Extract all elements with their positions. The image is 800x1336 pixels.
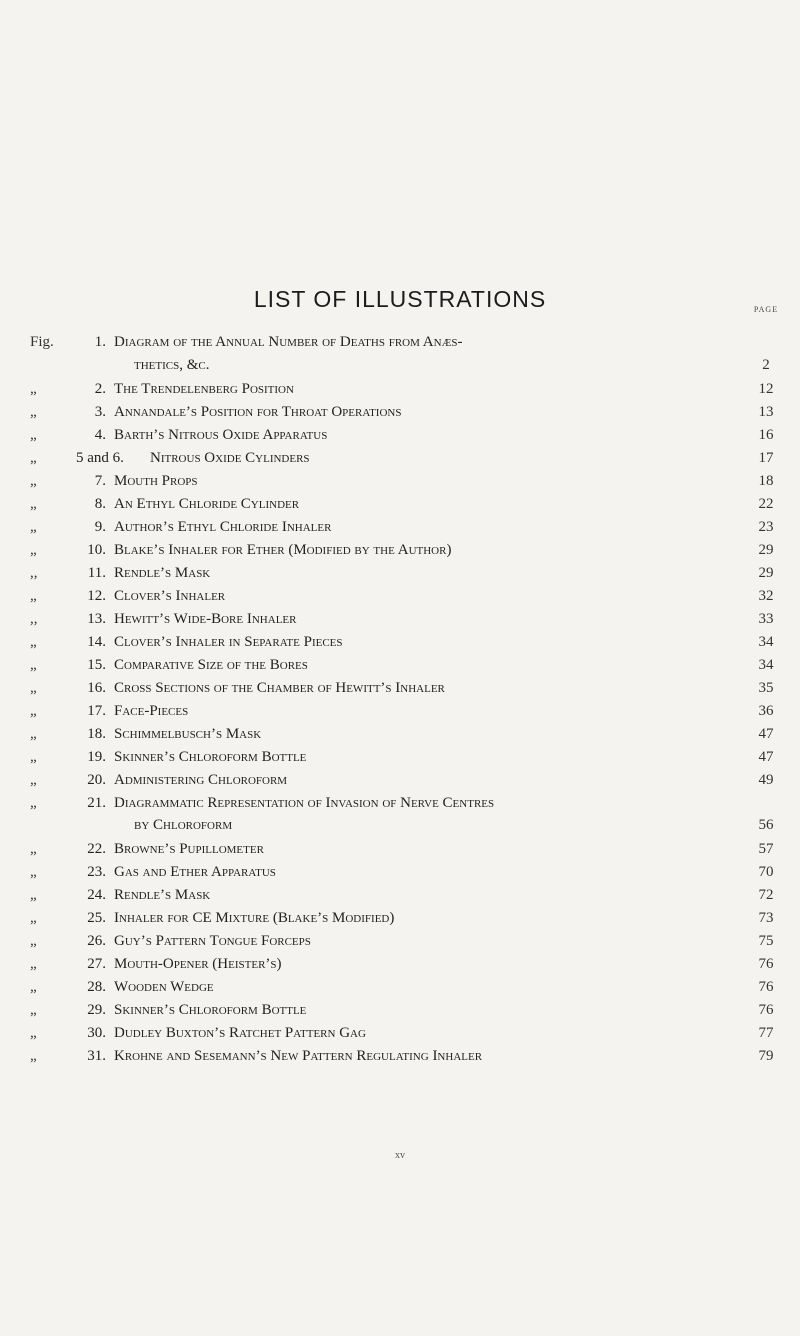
list-item [0, 703, 800, 725]
page-number: 33 [758, 611, 774, 627]
figure-title: Face-Pieces [114, 703, 189, 719]
page-number: 76 [758, 979, 774, 995]
figure-number: 26. [87, 933, 106, 949]
page-number: 12 [758, 381, 774, 397]
page-number: 79 [758, 1048, 774, 1064]
figure-prefix: „ [30, 450, 37, 466]
figure-prefix: „ [30, 473, 37, 489]
figure-number: 3. [94, 404, 106, 420]
list-item [0, 1025, 800, 1047]
page-number: 57 [758, 841, 774, 857]
list-item [0, 910, 800, 932]
figure-number: 22. [87, 841, 106, 857]
figure-prefix: „ [30, 680, 37, 696]
list-item [0, 565, 800, 587]
page-number: 75 [758, 933, 774, 949]
page-number: 35 [758, 680, 774, 696]
figure-prefix: ,, [30, 611, 38, 627]
figure-number: 25. [87, 910, 106, 926]
figure-prefix: „ [30, 887, 37, 903]
figure-number: 29. [87, 1002, 106, 1018]
figure-title: Inhaler for CE Mixture (Blake’s Modified) [114, 910, 395, 926]
figure-number: 15. [87, 657, 106, 673]
figure-title: Wooden Wedge [114, 979, 214, 995]
figure-number: 7. [94, 473, 106, 489]
figure-prefix: „ [30, 703, 37, 719]
figure-number: 23. [87, 864, 106, 880]
page-number: 73 [758, 910, 774, 926]
figure-title: The Trendelenberg Position [114, 381, 294, 397]
figure-prefix: Fig. [30, 334, 54, 350]
list-item [0, 864, 800, 886]
list-item [0, 634, 800, 656]
figure-number: 24. [87, 887, 106, 903]
page-number: 47 [758, 726, 774, 742]
figure-number: 27. [87, 956, 106, 972]
figure-number: 4. [94, 427, 106, 443]
figure-number: 31. [87, 1048, 106, 1064]
figure-title: Hewitt’s Wide-Bore Inhaler [114, 611, 297, 627]
figure-prefix: „ [30, 1002, 37, 1018]
figure-number: 9. [94, 519, 106, 535]
list-item-continuation [0, 817, 800, 839]
list-item [0, 519, 800, 541]
figure-number: 20. [87, 772, 106, 788]
figure-title: Guy’s Pattern Tongue Forceps [114, 933, 311, 949]
list-item [0, 473, 800, 495]
figure-prefix: „ [30, 933, 37, 949]
page-number: 29 [758, 542, 774, 558]
figure-title: Gas and Ether Apparatus [114, 864, 276, 880]
page-number: 32 [758, 588, 774, 604]
list-item [0, 496, 800, 518]
figure-title: Skinner’s Chloroform Bottle [114, 1002, 307, 1018]
figure-number: 13. [87, 611, 106, 627]
figure-number: 1. [94, 334, 106, 350]
page-number: 70 [758, 864, 774, 880]
page-number: 22 [758, 496, 774, 512]
figure-number: 16. [87, 680, 106, 696]
figure-prefix: „ [30, 1048, 37, 1064]
list-item [0, 334, 800, 356]
figure-prefix: „ [30, 404, 37, 420]
list-item [0, 657, 800, 679]
page-number: 2 [762, 357, 770, 373]
page-number: 56 [758, 817, 774, 833]
figure-title: Clover’s Inhaler in Separate Pieces [114, 634, 343, 650]
list-item [0, 841, 800, 863]
figure-number: 17. [87, 703, 106, 719]
figure-prefix: „ [30, 1025, 37, 1041]
figure-prefix: „ [30, 979, 37, 995]
list-item [0, 979, 800, 1001]
page-number: 47 [758, 749, 774, 765]
figure-title: Diagram of the Annual Number of Deaths from Anæs- [114, 334, 463, 350]
list-item [0, 381, 800, 403]
figure-number: 2. [94, 381, 106, 397]
page-number: 72 [758, 887, 774, 903]
list-item [0, 795, 800, 817]
figure-prefix: „ [30, 910, 37, 926]
list-item [0, 1002, 800, 1024]
figure-prefix: „ [30, 519, 37, 535]
folio: xv [395, 1150, 405, 1161]
figure-title: Browne’s Pupillometer [114, 841, 264, 857]
figure-prefix: „ [30, 496, 37, 512]
figure-title-continuation: thetics, &c. [134, 357, 210, 373]
page-column-header: PAGE [753, 305, 779, 314]
figure-number: 21. [87, 795, 106, 811]
figure-number: 5 and 6. [76, 450, 124, 466]
figure-title: Rendle’s Mask [114, 565, 211, 581]
figure-number: 18. [87, 726, 106, 742]
figure-title: Barth’s Nitrous Oxide Apparatus [114, 427, 328, 443]
list-item-continuation [0, 357, 800, 379]
figure-prefix: „ [30, 956, 37, 972]
list-item [0, 542, 800, 564]
list-item [0, 772, 800, 794]
list-item [0, 588, 800, 610]
figure-prefix: „ [30, 427, 37, 443]
page-number: 18 [758, 473, 774, 489]
page-number: 34 [758, 634, 774, 650]
list-item [0, 1048, 800, 1070]
page-number: 49 [758, 772, 774, 788]
figure-number: 19. [87, 749, 106, 765]
figure-title: Skinner’s Chloroform Bottle [114, 749, 307, 765]
figure-prefix: „ [30, 542, 37, 558]
page-title: LIST OF ILLUSTRATIONS [253, 286, 547, 312]
figure-title: Blake’s Inhaler for Ether (Modified by the Author) [114, 542, 452, 558]
figure-title: Administering Chloroform [114, 772, 288, 788]
page-number: 34 [758, 657, 774, 673]
figure-title: Clover’s Inhaler [114, 588, 226, 604]
page-number: 77 [758, 1025, 774, 1041]
figure-prefix: „ [30, 726, 37, 742]
list-item [0, 404, 800, 426]
figure-prefix: „ [30, 864, 37, 880]
figure-number: 14. [87, 634, 106, 650]
figure-prefix: „ [30, 634, 37, 650]
figure-title: An Ethyl Chloride Cylinder [114, 496, 300, 512]
list-item [0, 427, 800, 449]
figure-title: Mouth-Opener (Heister’s) [114, 956, 282, 972]
figure-prefix: „ [30, 795, 37, 811]
figure-title: Krohne and Sesemann’s New Pattern Regulating Inhaler [114, 1048, 483, 1064]
figure-prefix: ,, [30, 565, 38, 581]
page-number: 16 [758, 427, 774, 443]
figure-number: 8. [94, 496, 106, 512]
page-number: 76 [758, 956, 774, 972]
page-number: 17 [758, 450, 774, 466]
list-item [0, 611, 800, 633]
figure-title: Mouth Props [114, 473, 198, 489]
figure-prefix: „ [30, 588, 37, 604]
figure-title: Cross Sections of the Chamber of Hewitt’s Inhaler [114, 680, 445, 696]
figure-prefix: „ [30, 657, 37, 673]
list-item [0, 726, 800, 748]
figure-number: 28. [87, 979, 106, 995]
list-item [0, 956, 800, 978]
figure-number: 12. [87, 588, 106, 604]
page-number: 13 [758, 404, 774, 420]
figure-prefix: „ [30, 772, 37, 788]
figure-number: 11. [87, 565, 106, 581]
list-item [0, 450, 800, 472]
list-item [0, 680, 800, 702]
figure-title: Diagrammatic Representation of Invasion of Nerve Centres [114, 795, 495, 811]
page-number: 36 [758, 703, 774, 719]
figure-title: Rendle’s Mask [114, 887, 211, 903]
page-number: 29 [758, 565, 774, 581]
figure-title-continuation: by Chloroform [134, 817, 233, 833]
figure-prefix: „ [30, 841, 37, 857]
list-item [0, 749, 800, 771]
page-number: 76 [758, 1002, 774, 1018]
figure-title: Dudley Buxton’s Ratchet Pattern Gag [114, 1025, 366, 1041]
figure-title: Annandale’s Position for Throat Operations [114, 404, 402, 420]
list-item [0, 887, 800, 909]
figure-title: Comparative Size of the Bores [114, 657, 308, 673]
list-item [0, 933, 800, 955]
figure-prefix: „ [30, 381, 37, 397]
figure-number: 10. [87, 542, 106, 558]
figure-title: Schimmelbusch’s Mask [114, 726, 262, 742]
page-number: 23 [758, 519, 774, 535]
figure-title: Author’s Ethyl Chloride Inhaler [114, 519, 332, 535]
figure-prefix: „ [30, 749, 37, 765]
figure-number: 30. [87, 1025, 106, 1041]
figure-title: Nitrous Oxide Cylinders [150, 450, 310, 466]
